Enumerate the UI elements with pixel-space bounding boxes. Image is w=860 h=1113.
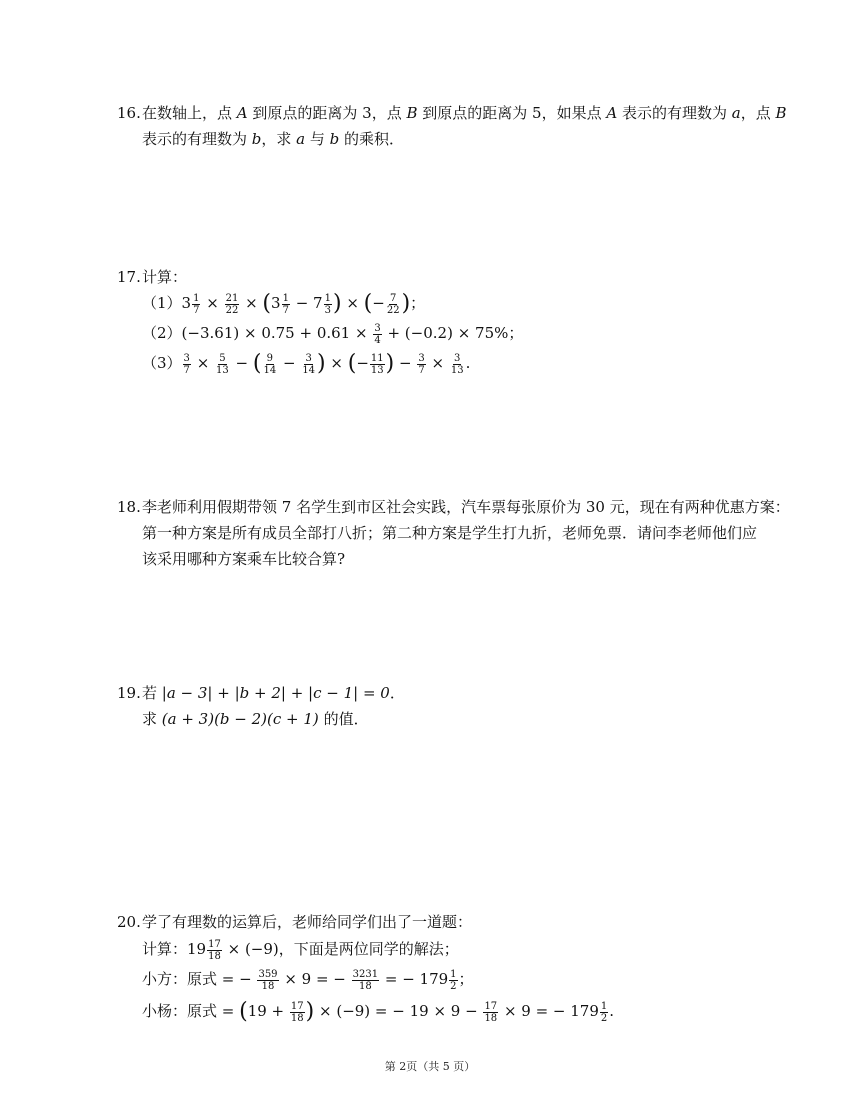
q19-line-1 (142, 682, 405, 704)
left-paren: ( (239, 999, 248, 1024)
fraction (225, 293, 240, 316)
left-paren: ( (363, 291, 373, 316)
left-paren: ( (252, 351, 262, 376)
operator: − (230, 354, 253, 372)
expression: × 9 = − (279, 970, 351, 988)
operator: − (356, 354, 369, 372)
q20-line-4 (142, 1000, 614, 1024)
operator: − (239, 970, 257, 988)
denominator: 14 (263, 364, 277, 376)
fraction (352, 969, 379, 992)
operator: − (372, 294, 385, 312)
q17-number: 17. (117, 268, 141, 286)
q18-line-3: 该采用哪种方案乘车比较合算? (142, 550, 346, 568)
q20-line-3 (142, 968, 474, 992)
q18-line-2: 第一种方案是所有成员全部打八折；第二种方案是学生打九折，老师免票．请问李老师他们应 (142, 524, 758, 542)
part-label: （3） (142, 354, 182, 372)
fraction (600, 1001, 608, 1024)
text: 表示的有理数为 (142, 130, 252, 148)
numerator: 3231 (352, 968, 379, 980)
q17-intro: 计算： (142, 268, 188, 286)
expression: + (−0.2) × 75%； (382, 324, 524, 342)
part-label: （1） (142, 294, 182, 312)
operator: × (240, 294, 263, 312)
numerator: 1 (282, 292, 289, 304)
denominator: 13 (450, 364, 464, 376)
q18-line-1: 李老师利用假期带领 7 名学生到市区社会实践，汽车票每张原价为 30 元，现在有两种优惠方案： (142, 498, 790, 516)
numerator: 1 (193, 292, 200, 304)
left-paren: ( (262, 291, 272, 316)
q19-number: 19. (117, 684, 141, 702)
numerator: 21 (225, 292, 239, 304)
q20-line-2 (142, 938, 459, 962)
text: 到原点的距离为 5，如果点 (417, 104, 607, 122)
expression: × (−9) = − 19 × 9 − (314, 1002, 483, 1020)
q16-number: 16. (117, 104, 141, 122)
var-A: A (236, 104, 248, 122)
numerator: 3 (305, 352, 312, 364)
part-label: （2） (142, 324, 182, 342)
denominator: 22 (225, 304, 239, 316)
text: 的乘积． (339, 130, 405, 148)
operator: × (191, 354, 215, 372)
whole: 7 (313, 294, 323, 312)
text: 与 (305, 130, 330, 148)
denominator: 7 (282, 304, 289, 316)
expression: × 9 = − 179 (499, 1002, 599, 1020)
expression: × (−9) (222, 940, 279, 958)
numerator: 17 (208, 938, 221, 950)
fraction (301, 353, 316, 376)
fraction (370, 353, 385, 376)
denominator: 18 (261, 980, 275, 992)
numerator: 5 (219, 352, 226, 364)
expression: 19 + (247, 1002, 289, 1020)
right-paren: ) (332, 291, 342, 316)
denominator: 14 (302, 364, 316, 376)
denominator: 2 (600, 1012, 608, 1024)
numerator: 1 (324, 292, 331, 304)
text: 到原点的距离为 3，点 (247, 104, 407, 122)
numerator: 1 (600, 1000, 608, 1012)
punct: . (465, 354, 471, 372)
fraction (449, 969, 457, 992)
text: 小方：原式 = (142, 970, 240, 988)
var-A: A (606, 104, 618, 122)
text: ，点 (740, 104, 776, 122)
page-footer: 第 2页（共 5 页） (384, 1060, 476, 1073)
whole: 3 (181, 294, 192, 312)
numerator: 17 (484, 1000, 498, 1012)
operator: × (325, 354, 348, 372)
text: 小杨：原式 = (142, 1002, 240, 1020)
fraction (450, 353, 465, 376)
left-paren: ( (347, 351, 357, 376)
numerator: 17 (290, 1000, 304, 1012)
fraction (257, 969, 278, 992)
text: 表示的有理数为 (617, 104, 732, 122)
equation: |a − 3| + |b + 2| + |c − 1| = 0 (161, 684, 390, 702)
text: ，求 (261, 130, 297, 148)
denominator: 18 (208, 950, 221, 962)
numerator: 3 (183, 352, 190, 364)
denominator: 2 (450, 980, 457, 992)
text: ，下面是两位同学的解法； (278, 940, 459, 958)
q20-number: 20. (117, 913, 141, 931)
denominator: 7 (418, 364, 425, 376)
denominator: 18 (290, 1012, 304, 1024)
denominator: 18 (359, 980, 372, 992)
numerator: 3 (454, 352, 461, 364)
fraction (192, 293, 200, 316)
right-paren: ) (317, 351, 326, 376)
fraction (373, 323, 381, 346)
text: 在数轴上，点 (142, 104, 237, 122)
fraction (183, 353, 191, 376)
q16-line-2 (142, 128, 404, 150)
denominator: 4 (374, 334, 381, 346)
denominator: 18 (484, 1012, 498, 1024)
operator: − (278, 354, 301, 372)
numerator: 3 (418, 352, 425, 364)
denominator: 3 (324, 304, 331, 316)
whole: 19 (187, 940, 207, 958)
whole: 3 (271, 294, 281, 312)
punct: . (609, 1002, 615, 1020)
var-a: a (731, 104, 741, 122)
denominator: 13 (370, 364, 384, 376)
fraction (207, 939, 222, 962)
numerator: 359 (258, 968, 278, 980)
numerator: 7 (390, 292, 397, 304)
q17-part-2 (142, 322, 523, 346)
expression: (−3.61) × 0.75 + 0.61 × (181, 324, 373, 342)
numerator: 11 (370, 352, 384, 364)
var-B: B (406, 104, 418, 122)
var-a: a (296, 130, 306, 148)
fraction (282, 293, 290, 316)
fraction (324, 293, 332, 316)
numerator: 9 (266, 352, 274, 364)
fraction (483, 1001, 498, 1024)
expression: (a + 3)(b − 2)(c + 1) (161, 710, 319, 728)
punct: ； (458, 970, 474, 988)
q17-part-3 (142, 352, 470, 376)
operator: × (426, 354, 449, 372)
text: 若 (142, 684, 162, 702)
operator: − (290, 294, 314, 312)
fraction (290, 1001, 305, 1024)
text: 求 (142, 710, 162, 728)
right-paren: ) (305, 999, 315, 1024)
denominator: 7 (193, 304, 200, 316)
q16-line-1 (142, 102, 787, 124)
var-b: b (251, 130, 262, 148)
q18-number: 18. (117, 498, 141, 516)
denominator: 22 (386, 304, 400, 316)
numerator: 1 (450, 968, 457, 980)
q19-line-2 (142, 708, 369, 730)
right-paren: ) (401, 291, 411, 316)
punct: ． (389, 684, 405, 702)
numerator: 3 (374, 322, 381, 334)
fraction (386, 293, 401, 316)
right-paren: ) (385, 351, 395, 376)
operator: × (201, 294, 224, 312)
denominator: 7 (183, 364, 190, 376)
q17-part-1 (142, 292, 425, 316)
denominator: 13 (216, 364, 229, 376)
punct: ； (410, 294, 426, 312)
text: 的值． (318, 710, 369, 728)
fraction (417, 353, 425, 376)
var-b: b (329, 130, 340, 148)
fraction (262, 353, 277, 376)
operator: × (341, 294, 364, 312)
fraction (215, 353, 230, 376)
expression: = − 179 (380, 970, 449, 988)
var-B: B (775, 104, 787, 122)
q20-line-1: 学了有理数的运算后，老师给同学们出了一道题： (142, 913, 473, 931)
text: 计算： (142, 940, 188, 958)
operator: − (394, 354, 417, 372)
